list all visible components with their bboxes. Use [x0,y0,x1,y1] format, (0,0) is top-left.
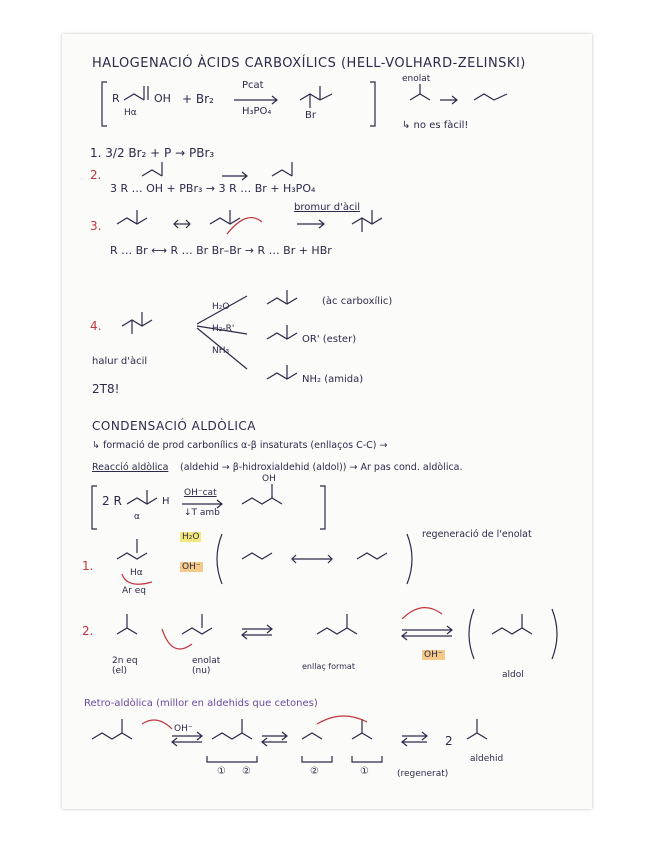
mech-2-second-eq: 2n eq (el) [112,656,138,676]
retro-title: Retro-aldòlica (millor en aldehids que cetones) [84,698,318,709]
retro-oh: OH⁻ [174,724,193,734]
step-3-num: 3. [90,219,102,233]
retro-coefficient: 2 [445,734,453,748]
bromur-label: bromur d'àcil [294,202,361,213]
step-2-text: 3 R … OH + PBr₃ → 3 R … Br + H₃PO₄ [110,182,316,195]
eq-oh: OH [154,92,171,105]
step-4-num: 4. [90,319,102,333]
condensacio-line-1: ↳ formació de prod carbonílics α-β insaturats (enllaços C-C) → [92,440,388,451]
notebook-page [62,34,592,809]
retro-circle-1b: ① [360,766,369,777]
eq2-oh: OH [262,474,276,484]
section-title-condensacio: CONDENSACIÓ ALDÒLICA [92,419,257,433]
retro-regenerat: (regenerat) [397,769,449,779]
enol-note: ↳ no es fàcil! [402,120,469,131]
mech-1-oh: OH⁻ [182,562,201,572]
reaccio-aldolica-label: Reacció aldòlica [92,462,169,473]
retro-circle-1: ① [217,766,226,777]
eq-br: Br [305,110,316,121]
eq2-h: H [162,496,170,507]
mech-2-bond-formed: enllaç format [302,662,355,671]
product-amida: NH₂ (amida) [302,374,364,385]
eq-h-alpha: Hα [124,108,137,118]
reagent-hor: H₂-R' [212,324,235,334]
eq2-2r: 2 R [102,494,122,508]
retro-circle-2: ② [242,766,251,777]
reagent-nh3: NH₃ [212,346,230,356]
halur-label: halur d'àcil [92,356,148,367]
eq2-alpha: α [134,512,140,522]
mech-1-ha: Hα [130,568,143,578]
mech-2-num: 2. [82,624,94,638]
eq-h3po4: H₃PO₄ [242,106,272,117]
eq-r: R [112,92,120,105]
mech-1-h2o: H₂O [182,532,200,542]
eq2-temp: ↓T amb [184,508,220,518]
mech-1-ar-eq: Ar eq [122,586,146,596]
eq2-catalyst: OH⁻cat [184,488,217,498]
eq-catalyst: Pcat [242,80,264,91]
retro-circle-2b: ② [310,766,319,777]
step-2-num: 2. [90,168,102,182]
eq-plus-br2: + Br₂ [182,92,214,106]
mark-note: 2T8! [92,382,120,396]
mech-1-num: 1. [82,559,94,573]
step-3-text: R … Br ⟷ R … Br Br–Br → R … Br + HBr [110,244,332,257]
retro-aldehid: aldehid [470,754,504,764]
step-1: 1. 3/2 Br₂ + P → PBr₃ [90,146,215,160]
reagent-h2o: H₂O [212,302,230,312]
product-ester: OR' (ester) [302,334,357,345]
mech-2-enolat: enolat (nu) [192,656,221,676]
condensacio-line-2: (aldehid → β-hidroxialdehid (aldol)) → Ar pas cond. aldòlica. [180,462,463,473]
product-acid: (àc carboxílic) [322,296,393,307]
enolat-label: enolat [402,74,431,84]
section-title-halogenacio: HALOGENACIÓ ÀCIDS CARBOXÍLICS (HELL-VOLHARD-ZELINSKI) [92,56,526,71]
mech-2-aldol: aldol [502,670,524,680]
mech-2-oh: OH⁻ [424,650,443,660]
resonance-note: regeneració de l'enolat [422,529,532,540]
